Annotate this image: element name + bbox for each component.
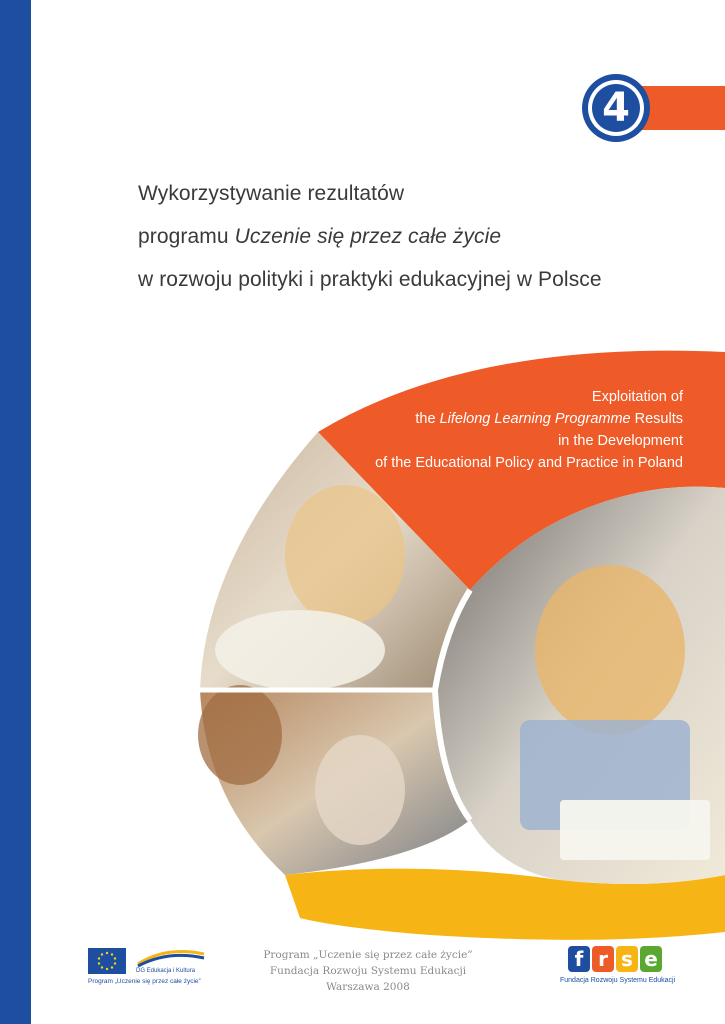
publisher-line-1: Program „Uczenie się przez całe życie” [263,949,473,961]
publisher-info [258,947,478,995]
polish-title-line-2: programu Uczenie się przez całe życie [138,225,502,248]
photo-student-hair [535,565,685,735]
svg-text:s: s [621,947,633,971]
eu-program-logo [88,946,228,986]
english-title [303,386,683,474]
english-title-line-2: the Lifelong Learning Programme Results [415,411,683,427]
frse-logo [560,944,676,994]
photo-open-book [215,610,385,690]
svg-text:e: e [644,947,658,971]
program-caption: Program „Uczenie się przez całe życie” [88,978,201,985]
photo-papers [560,800,710,860]
eu-flag-icon [88,948,126,974]
photo-girl-hair [285,485,405,625]
photo-older-man [315,735,405,845]
lifelong-learning-swoosh-icon [136,946,206,968]
english-title-line-4: of the Educational Policy and Practice in Poland [375,455,683,471]
frse-wordmark-icon [566,944,666,974]
publisher-line-3: Warszawa 2008 [326,981,410,993]
frse-caption: Fundacja Rozwoju Systemu Edukacji [560,977,676,984]
polish-title-line-3: w rozwoju polityki i praktyki edukacyjnej w Polsce [138,268,602,291]
polish-title-line-1: Wykorzystywanie rezultatów [138,182,405,205]
svg-text:f: f [574,947,584,971]
publisher-line-2: Fundacja Rozwoju Systemu Edukacji [269,965,467,977]
english-title-line-1: Exploitation of [591,389,683,405]
english-title-line-3: in the Development [558,433,683,449]
volume-number: 4 [592,84,640,132]
photo-woman-hair [198,685,282,785]
dg-caption: DG Edukacja i Kultura [136,968,196,974]
svg-text:r: r [598,947,608,971]
